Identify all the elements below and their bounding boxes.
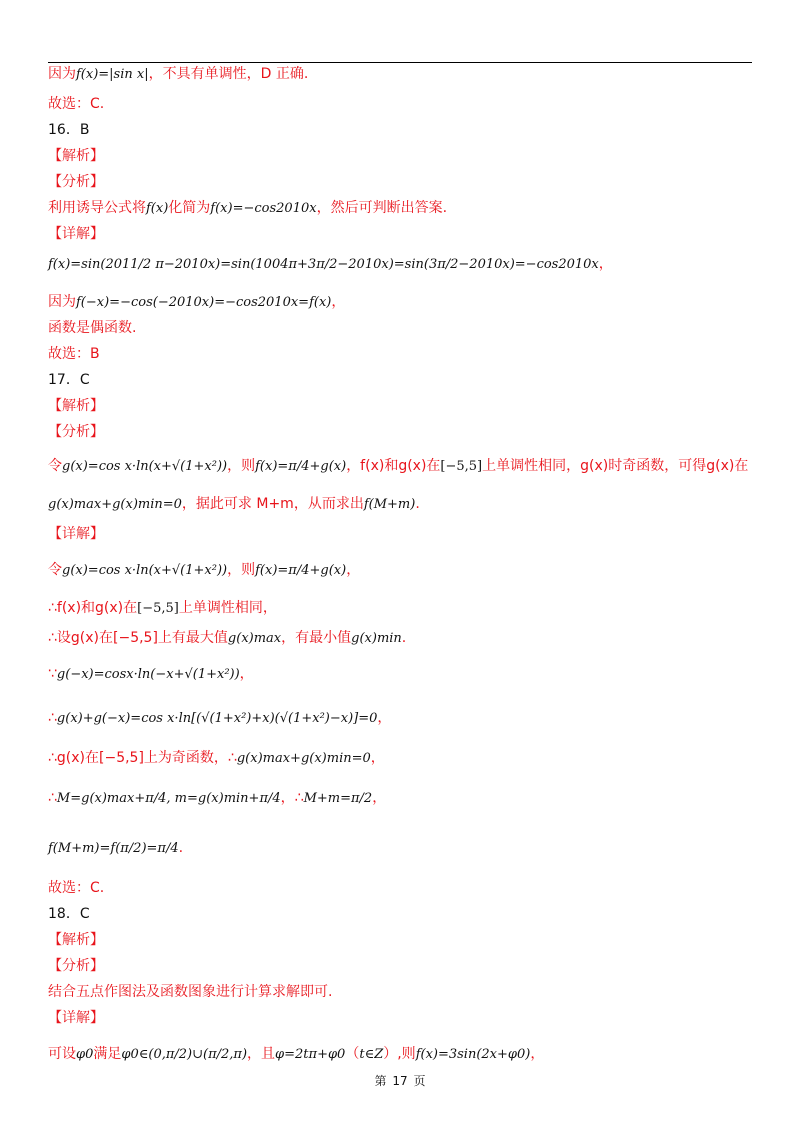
line-8: f(x)=sin(2011/2 π−2010x)=sin(1004π+3π/2−2010x)=sin(3π/2−2010x)=−cos2010x， bbox=[48, 256, 613, 272]
line-19: ∴f(x)和g(x)在[−5,5]上单调性相同， bbox=[48, 600, 277, 616]
page-footer bbox=[0, 1072, 800, 1089]
section-jiexi-18: 【解析】 bbox=[48, 932, 104, 948]
line-21: ∵g(−x)=cosx·ln(−x+√(1+x²))， bbox=[48, 666, 254, 682]
line-18: 令g(x)=cos x·ln(x+√(1+x²))，则f(x)=π/4+g(x)， bbox=[48, 562, 361, 578]
section-jiexi-17: 【解析】 bbox=[48, 398, 104, 414]
line-15: 令g(x)=cos x·ln(x+√(1+x²))，则f(x)=π/4+g(x)，f(x)和g(x)在[−5,5]上单调性相同，g(x)时奇函数，可得g(x)在 bbox=[48, 458, 749, 474]
line-10: 函数是偶函数. bbox=[48, 320, 137, 336]
section-jiexi: 【解析】 bbox=[48, 148, 104, 164]
line-20: ∴设g(x)在[−5,5]上有最大值g(x)max，有最小值g(x)min. bbox=[48, 630, 407, 646]
line-2: 故选：C. bbox=[48, 96, 105, 112]
line-1: 因为f(x)=|sin x|，不具有单调性，D 正确. bbox=[48, 66, 309, 82]
header-rule bbox=[48, 62, 752, 63]
section-fenxi-18: 【分析】 bbox=[48, 958, 104, 974]
section-xiangjie-18: 【详解】 bbox=[48, 1010, 104, 1026]
section-fenxi: 【分析】 bbox=[48, 174, 104, 190]
line-16: g(x)max+g(x)min=0，据此可求 M+m，从而求出f(M+m). bbox=[48, 496, 420, 512]
footer-prefix: 第 bbox=[374, 1074, 387, 1088]
section-xiangjie-17: 【详解】 bbox=[48, 526, 104, 542]
answer-16: 16．B bbox=[48, 122, 90, 138]
line-23: ∴g(x)在[−5,5]上为奇函数，∴g(x)max+g(x)min=0， bbox=[48, 750, 385, 766]
page-number: 17 bbox=[392, 1074, 408, 1088]
line-11: 故选：B bbox=[48, 346, 100, 362]
answer-17: 17．C bbox=[48, 372, 90, 388]
line-32: 可设φ0满足φ0∈(0,π/2)∪(π/2,π)，且φ=2tπ+φ0（t∈Z）,则f(x)=3sin(2x+φ0)， bbox=[48, 1046, 545, 1062]
line-26: 故选：C. bbox=[48, 880, 105, 896]
line-25: f(M+m)=f(π/2)=π/4. bbox=[48, 840, 184, 856]
section-fenxi-17: 【分析】 bbox=[48, 424, 104, 440]
line-9: 因为f(−x)=−cos(−2010x)=−cos2010x=f(x)， bbox=[48, 294, 346, 310]
line-24: ∴M=g(x)max+π/4, m=g(x)min+π/4，∴M+m=π/2， bbox=[48, 790, 387, 806]
line-30: 结合五点作图法及函数图象进行计算求解即可. bbox=[48, 984, 333, 1000]
line-6: 利用诱导公式将f(x)化简为f(x)=−cos2010x，然后可判断出答案. bbox=[48, 200, 448, 216]
footer-suffix: 页 bbox=[413, 1074, 426, 1088]
line-22: ∴g(x)+g(−x)=cos x·ln[(√(1+x²)+x)(√(1+x²)−x)]=0， bbox=[48, 710, 392, 726]
answer-18: 18．C bbox=[48, 906, 90, 922]
section-xiangjie: 【详解】 bbox=[48, 226, 104, 242]
